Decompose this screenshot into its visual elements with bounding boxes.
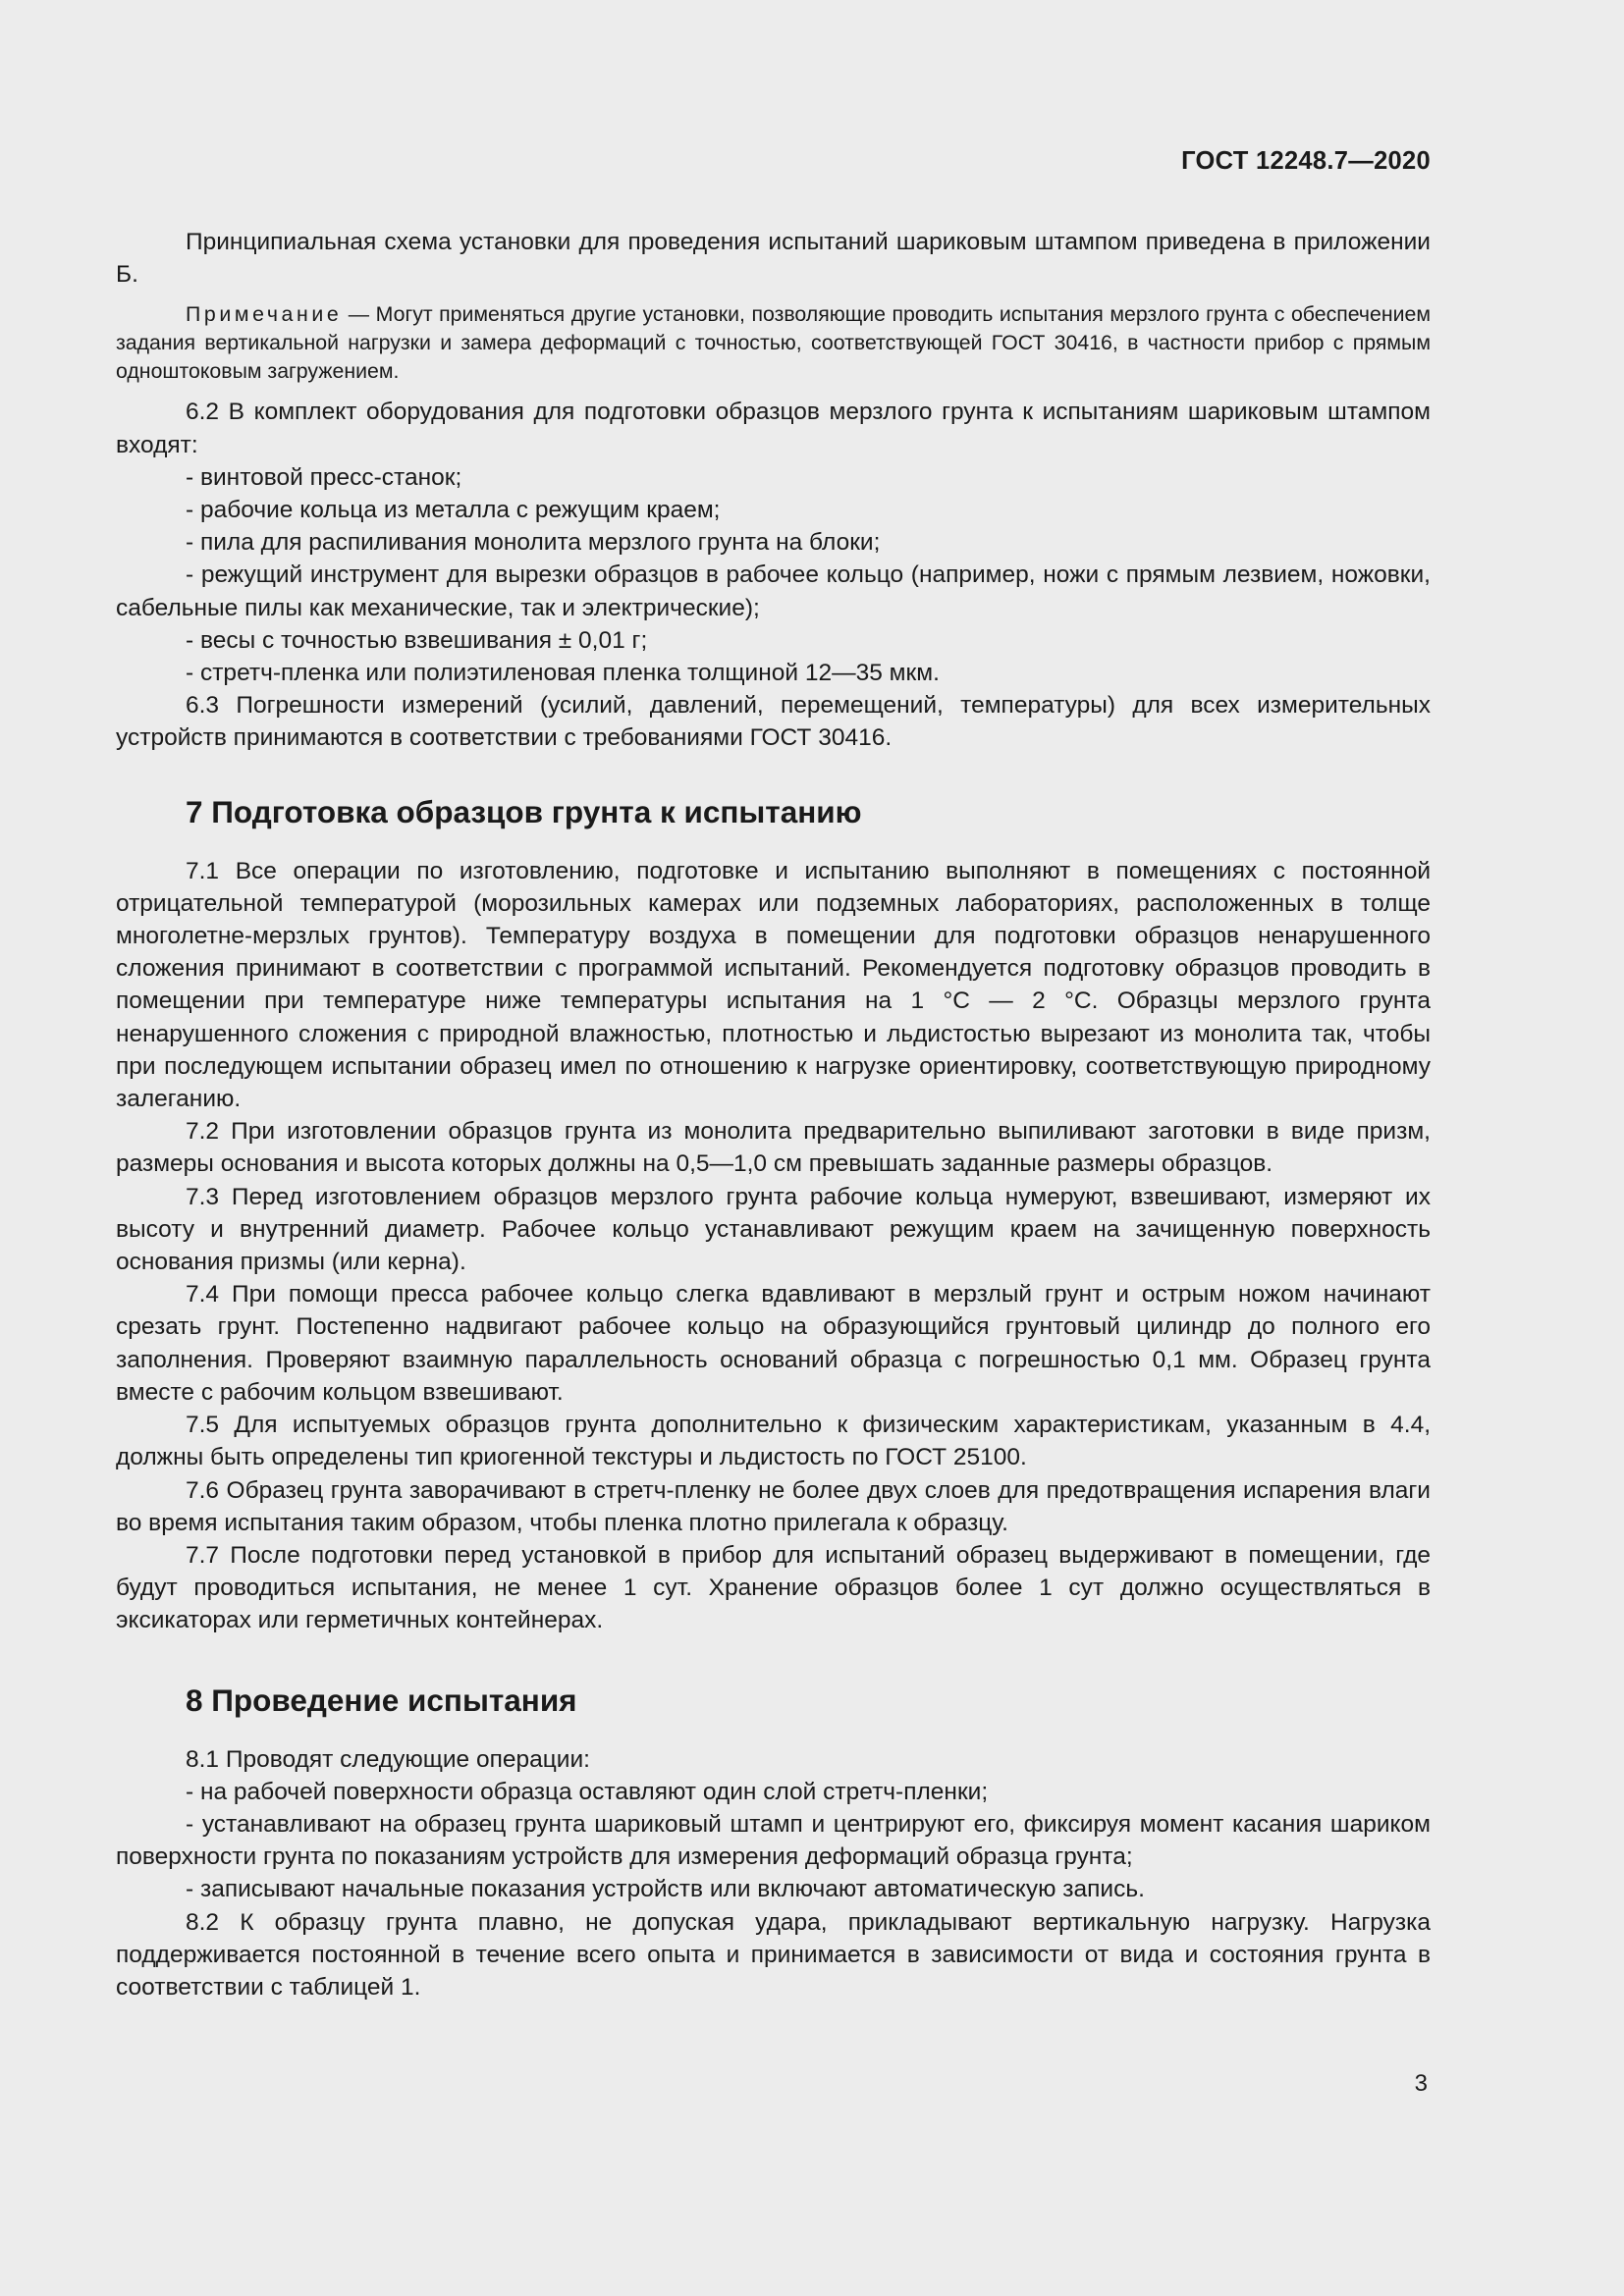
paragraph-6-2: 6.2 В комплект оборудования для подготовки образцов мерзлого грунта к испытаниям шариковым штампом входят: (116, 399, 1431, 458)
section-7-heading: 7 Подготовка образцов грунта к испытанию (186, 793, 862, 829)
paragraph-8-2: 8.2 К образцу грунта плавно, не допуская удара, прикладывают вертикальную нагрузку. Нагрузка поддерживается постоянной в течение всего опыта и принимается в зависимости от вида и состояния грунта в соответствии с таблицей 1. (116, 1908, 1431, 2001)
intro-paragraph: Принципиальная схема установки для проведения испытаний шариковым штампом приведена в приложении Б. (116, 229, 1431, 289)
document-body (116, 226, 1431, 2003)
paragraph-7-5: 7.5 Для испытуемых образцов грунта дополнительно к физическим характеристикам, указанным в 4.4, должны быть определены тип криогенной текстуры и льдистость по ГОСТ 25100. (116, 1412, 1431, 1471)
list-item: - рабочие кольца из металла с режущим краем; (186, 497, 721, 524)
note-text: — Могут применяться другие установки, позволяющие проводить испытания мерзлого грунта с обеспечением задания вертикальной нагрузки и замера деформаций с точностью, соответствующей ГОСТ 30416, в частности прибор с прямым одноштоковым загружением. (116, 302, 1431, 384)
list-item: - стретч-пленка или полиэтиленовая пленка толщиной 12—35 мкм. (186, 660, 940, 687)
list-item: - пила для распиливания монолита мерзлого грунта на блоки; (186, 529, 881, 557)
paragraph-7-3: 7.3 Перед изготовлением образцов мерзлого грунта рабочие кольца нумеруют, взвешивают, измеряют их высоту и внутренний диаметр. Рабочее кольцо устанавливают режущим краем на зачищенную поверхность основания призмы (или керна). (116, 1183, 1431, 1276)
paragraph-7-4: 7.4 При помощи пресса рабочее кольцо слегка вдавливают в мерзлый грунт и острым ножом начинают срезать грунт. Постепенно надвигают рабочее кольцо на образующийся грунтовый цилиндр до полного его заполнения. Проверяют взаимную параллельность оснований образца с погрешностью 0,1 мм. Образец грунта вместе с рабочим кольцом взвешивают. (116, 1281, 1431, 1406)
paragraph-8-1: 8.1 Проводят следующие операции: (186, 1745, 590, 1773)
paragraph-7-2: 7.2 При изготовлении образцов грунта из монолита предварительно выпиливают заготовки в виде призм, размеры основания и высота которых должны на 0,5—1,0 см превышать заданные размеры образцов. (116, 1118, 1431, 1178)
section-8-heading: 8 Проведение испытания (186, 1682, 577, 1718)
paragraph-6-3: 6.3 Погрешности измерений (усилий, давлений, перемещений, температуры) для всех измерительных устройств принимаются в соответствии с требованиями ГОСТ 30416. (116, 692, 1431, 752)
list-item: - винтовой пресс-станок; (186, 463, 462, 491)
page-number: 3 (1414, 2070, 1428, 2097)
list-item: - устанавливают на образец грунта шариковый штамп и центрируют его, фиксируя момент касания шариком поверхности грунта по показаниям устройств для измерения деформаций образца грунта; (116, 1810, 1431, 1871)
list-item: - режущий инструмент для вырезки образцов в рабочее кольцо (например, ножи с прямым лезвием, ножовки, сабельные пилы как механические, так и электрические); (116, 561, 1431, 621)
paragraph-7-6: 7.6 Образец грунта заворачивают в стретч-пленку не более двух слоев для предотвращения испарения влаги во время испытания таким образом, чтобы пленка плотно прилегала к образцу. (116, 1476, 1431, 1536)
paragraph-7-1: 7.1 Все операции по изготовлению, подготовке и испытанию выполняют в помещениях с постоянной отрицательной температурой (морозильных камерах или подземных лабораториях, расположенных в толще многолетне-мерзлых грунтов). Температуру воздуха в помещении для подготовки образцов ненарушенного сложения принимают в соответствии с программой испытаний. Рекомендуется подготовку образцов проводить в помещении при температуре ниже температуры испытания на 1 °С — 2 °С. Образцы мерзлого грунта ненарушенного сложения с природной влажностью, плотностью и льдистостью вырезают из монолита так, чтобы при последующем испытании образец имел по отношению к нагрузке ориентировку, соответствующую природному залеганию. (116, 857, 1431, 1113)
list-item: - весы с точностью взвешивания ± 0,01 г; (186, 626, 648, 654)
list-item: - записывают начальные показания устройств или включают автоматическую запись. (186, 1876, 1145, 1903)
note-label: Примечание (186, 302, 343, 327)
list-item: - на рабочей поверхности образца оставляют один слой стретч-пленки; (186, 1778, 989, 1805)
note-paragraph (116, 300, 1431, 386)
document-header: ГОСТ 12248.7—2020 (1181, 147, 1431, 175)
paragraph-7-7: 7.7 После подготовки перед установкой в прибор для испытаний образец выдерживают в помещении, где будут проводиться испытания, не менее 1 сут. Хранение образцов более 1 сут должно осуществляться в эксикаторах или герметичных контейнерах. (116, 1541, 1431, 1634)
